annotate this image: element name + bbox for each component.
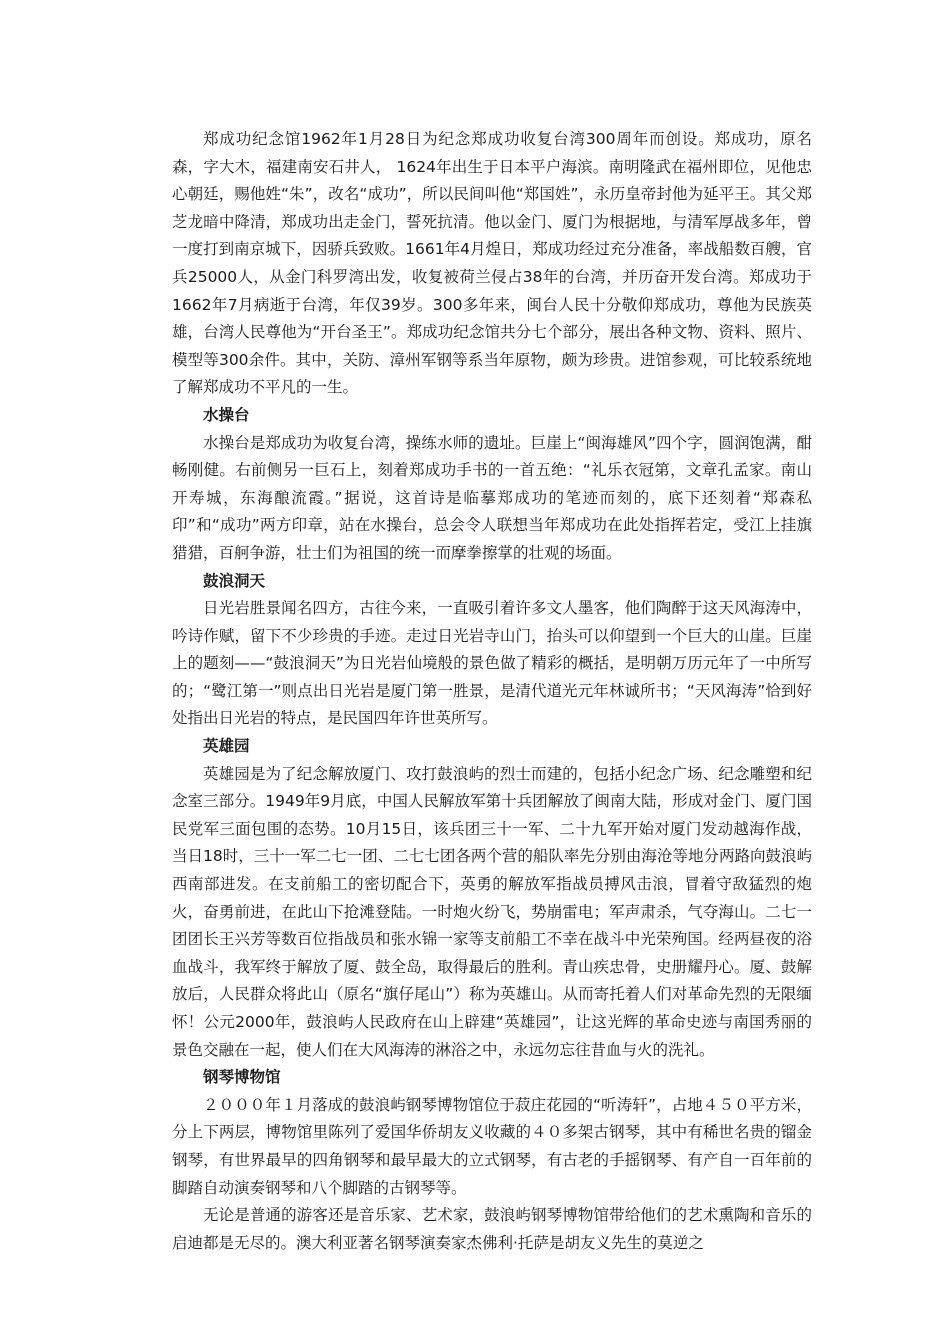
- section-paragraph: 英雄园是为了纪念解放厦门、攻打鼓浪屿的烈士而建的，包括小纪念广场、纪念雕塑和纪念室三部分。1949年9月底，中国人民解放军第十兵团解放了闽南大陆，形成对金门、厦门国民党军三面包围的态势。10月15日，该兵团三十一军、二十九军开始对厦门发动越海作战，当日18时，三十一军二七一团、二七七团各两个营的船队率先分别由海沧等地分两路向鼓浪屿西南部进发。在支前船工的密切配合下，英勇的解放军指战员搏风击浪，冒着守敌猛烈的炮火，奋勇前进，在此山下抢滩登陆。一时炮火纷飞，势崩雷电；军声肃杀，气夺海山。二七一团团长王兴芳等数百位指战员和张水锦一家等支前船工不幸在战斗中光荣殉国。经两昼夜的浴血战斗，我军终于解放了厦、鼓全岛，取得最后的胜利。青山疾忠骨，史册耀丹心。厦、鼓解放后，人民群众将此山（原名“旗仔尾山”）称为英雄山。从而寄托着人们对革命先烈的无限缅怀！公元2000年，鼓浪屿人民政府在山上辟建“英雄园”，让这光辉的革命史迹与南国秀丽的景色交融在一起，使人们在大风海涛的淋浴之中，永远勿忘往昔血与火的洗礼。: [172, 764, 812, 1059]
- section-paragraph: 无论是普通的游客还是音乐家、艺术家，鼓浪屿钢琴博物馆带给他们的艺术熏陶和音乐的启迪都是无尽的。澳大利亚著名钢琴演奏家杰佛利·托萨是胡友义先生的莫逆之: [172, 1206, 812, 1252]
- section-paragraph: 水操台是郑成功为收复台湾，操练水师的遗址。巨崖上“闽海雄风”四个字，圆润饱满，酣畅刚健。右前侧另一巨石上，刻着郑成功手书的一首五绝：“礼乐衣冠第，文章孔孟家。南山开寿城，东海酿流霞。”据说，这首诗是临摹郑成功的笔迹而刻的，底下还刻着“郑森私印”和“成功”两方印章，站在水操台，总会令人联想当年郑成功在此处指挥若定，受江上挂旗猎猎，百舸争游，壮士们为祖国的统一而摩拳擦掌的壮观的场面。: [172, 433, 812, 562]
- section-paragraph: ２０００年１月落成的鼓浪屿钢琴博物馆位于菽庄花园的“听涛轩”，占地４５０平方米，分上下两层，博物馆里陈列了爱国华侨胡友义收藏的４０多架古钢琴，其中有稀世名贵的镏金钢琴，有世界最早的四角钢琴和最早最大的立式钢琴，有古老的手摇钢琴、有产自一百年前的脚踏自动演奏钢琴和八个脚踏的古钢琴等。: [172, 1095, 812, 1197]
- section-heading-gulangdongtian: 鼓浪洞天: [203, 571, 266, 590]
- section-heading-shuicaotai: 水操台: [203, 405, 250, 424]
- document-page: [172, 126, 812, 1257]
- section-heading-yingxiongyuan: 英雄园: [203, 737, 250, 756]
- section-heading-piano-museum: 钢琴博物馆: [203, 1068, 281, 1087]
- section-paragraph: 日光岩胜景闻名四方，古往今来，一直吸引着许多文人墨客，他们陶醉于这天风海涛中，吟诗作赋，留下不少珍贵的手迹。走过日光岩寺山门，抬头可以仰望到一个巨大的山崖。巨崖上的题刻——“鼓浪洞天”为日光岩仙境般的景色做了精彩的概括，是明朝万历元年了一中所写的；“鹭江第一”则点出日光岩是厦门第一胜景，是清代道光元年林诚所书；“天风海涛”恰到好处指出日光岩的特点，是民国四年许世英所写。: [172, 599, 812, 728]
- intro-paragraph: 郑成功纪念馆1962年1月28日为纪念郑成功收复台湾300周年而创设。郑成功，原名森，字大木，福建南安石井人， 1624年出生于日本平户海滨。南明隆武在福州即位，见他忠心朝廷，赐他姓“朱”，改名“成功”，所以民间叫他“郑国姓”，永历皇帝封他为延平王。其父郑芝龙暗中降清，郑成功出走金门，誓死抗清。他以金门、厦门为根据地，与清军厚战多年，曾一度打到南京城下，因骄兵致败。1661年4月煌日，郑成功经过充分准备，率战船数百艘，官兵25000人，从金门科罗湾出发，收复被荷兰侵占38年的台湾，并历奋开发台湾。郑成功于1662年7月病逝于台湾，年仅39岁。300多年来，闽台人民十分敬仰郑成功，尊他为民族英雄，台湾人民尊他为“开台圣王”。郑成功纪念馆共分七个部分，展出各种文物、资料、照片、模型等300余件。其中，关防、漳州军钢等系当年原物，颇为珍贵。进馆参观，可比较系统地了解郑成功不平凡的一生。: [172, 130, 812, 397]
